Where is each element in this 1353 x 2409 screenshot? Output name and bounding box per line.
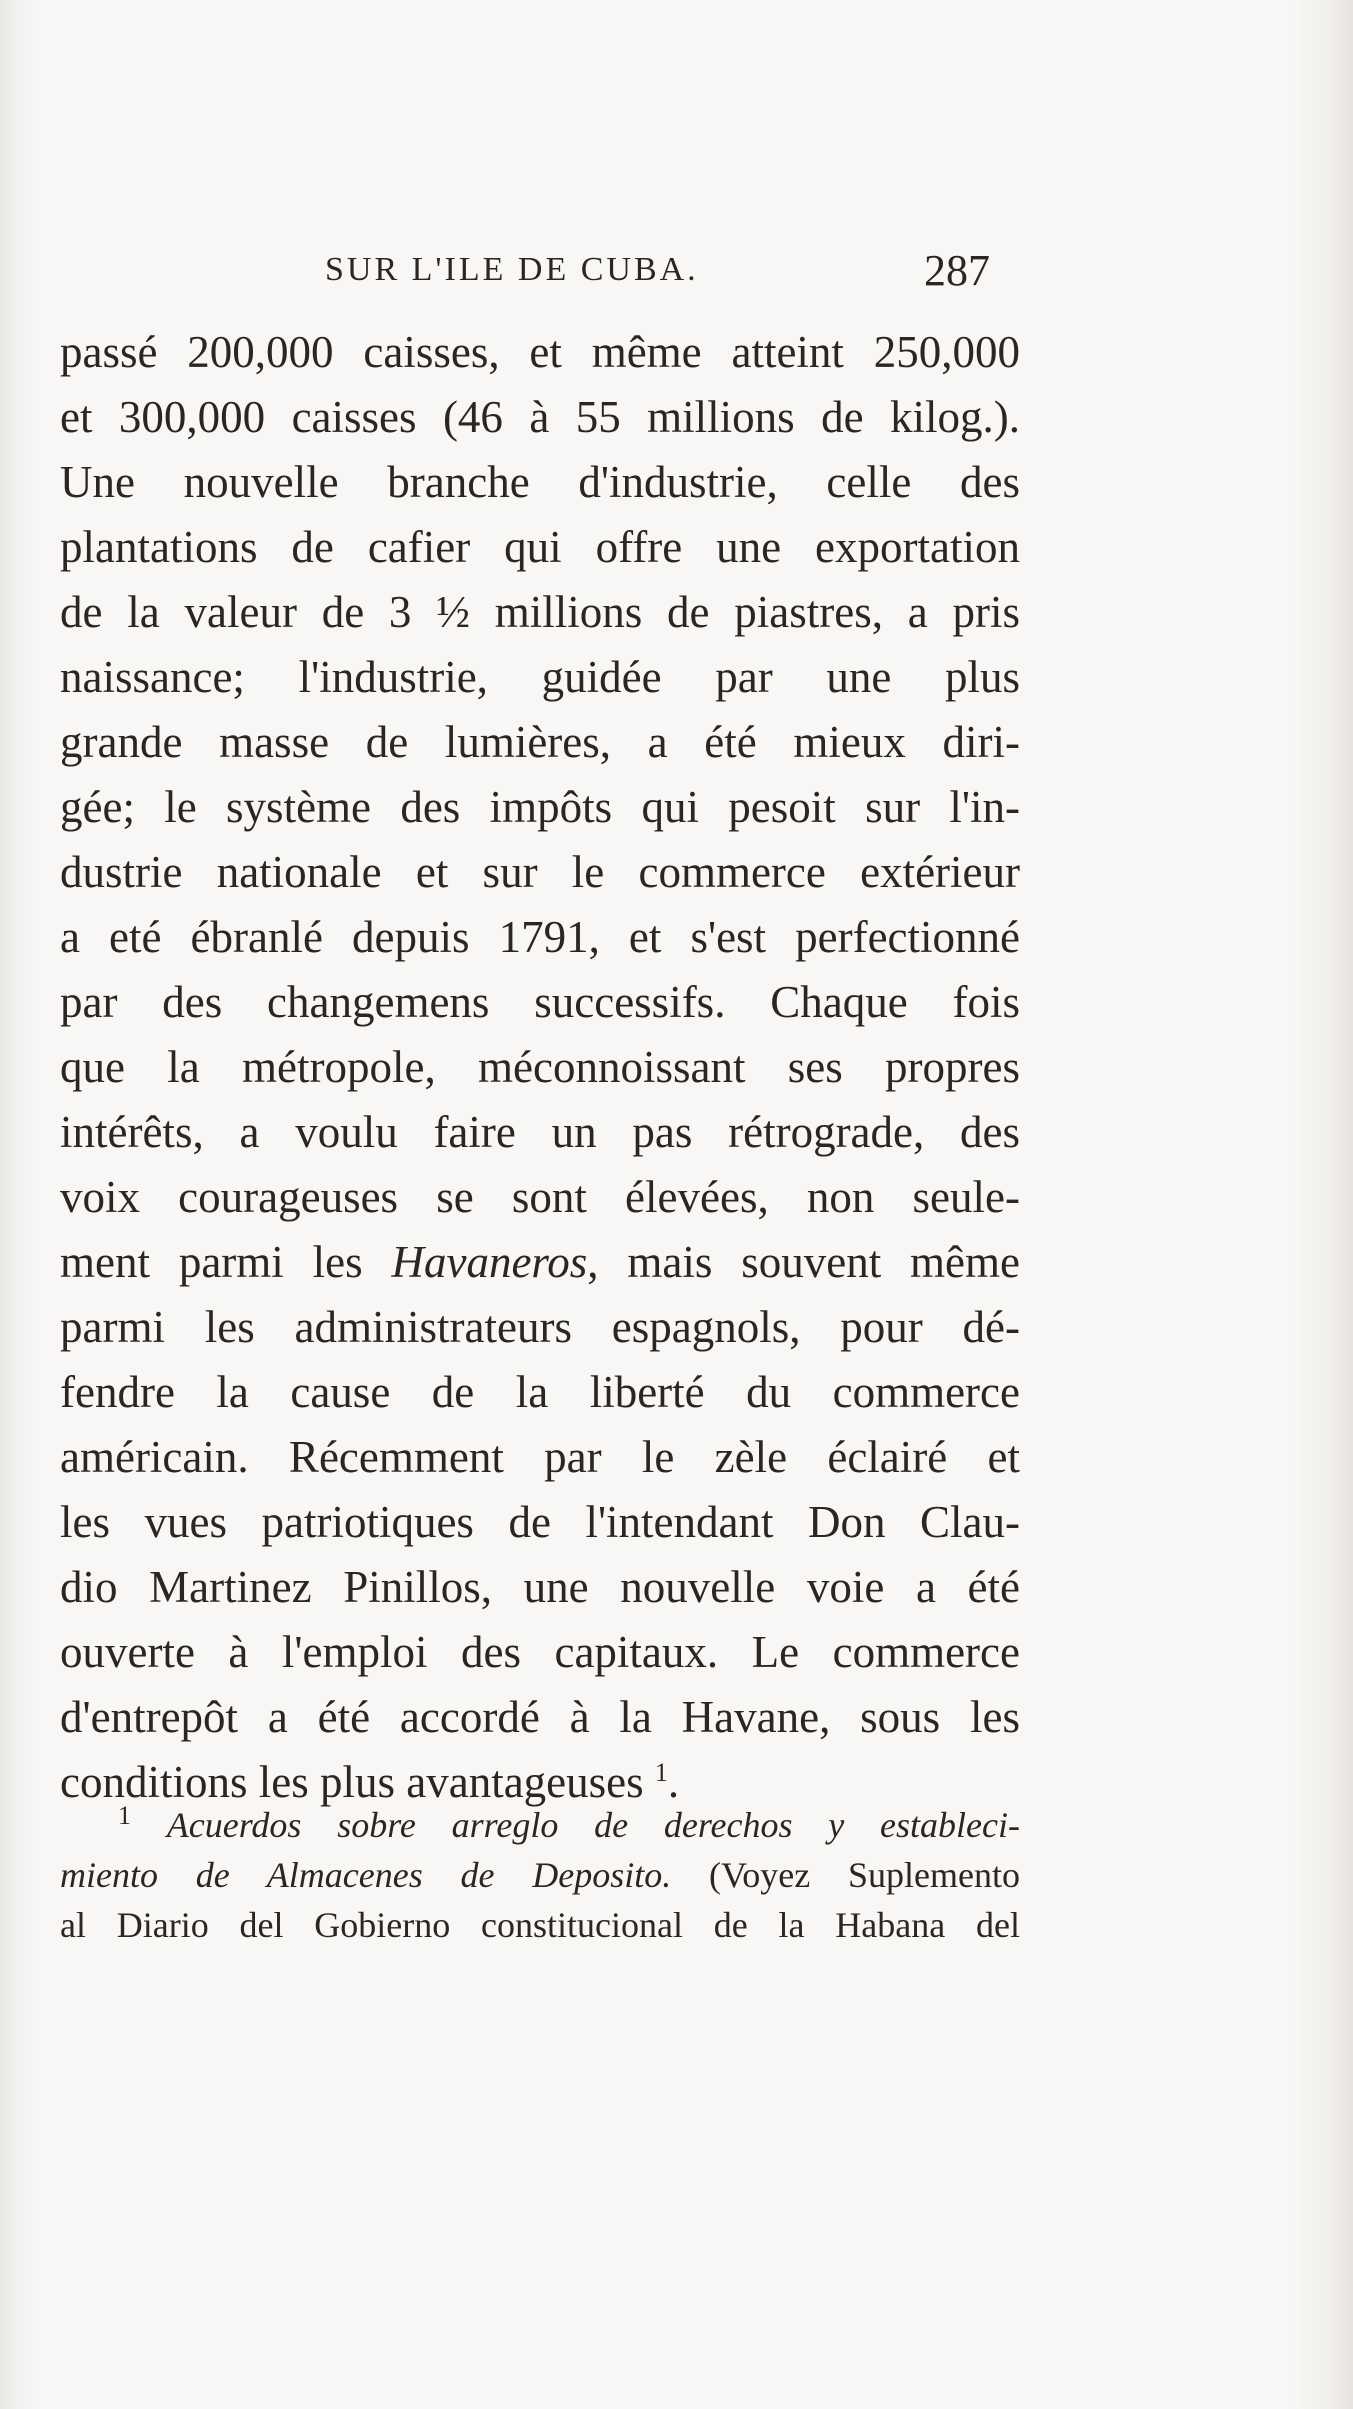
text-line: naissance; l'industrie, guidée par une plus [60,652,1020,702]
page-number: 287 [924,246,990,295]
footnote-text: (Voyez Suplemento [671,1855,1020,1895]
text-line: plantations de cafier qui offre une exportation [60,522,1020,572]
period: . [667,1757,680,1807]
text-line: intérêts, a voulu faire un pas rétrograde, des [60,1107,1020,1157]
footnote-marker: 1 [118,1801,131,1830]
text-line: gée; le système des impôts qui pesoit sur l'in- [60,782,1020,832]
footnote-reference: 1 [654,1758,668,1787]
text-line: parmi les administrateurs espagnols, pour dé- [60,1302,1020,1352]
text-line: grande masse de lumières, a été mieux diri- [60,717,1020,767]
text-line: d'entrepôt a été accordé à la Havane, sous les [60,1692,1020,1742]
footnote-line: al Diario del Gobierno constitucional de la Habana del [60,1905,1020,1945]
footnote-italic-text: miento de Almacenes de Deposito. [60,1855,672,1895]
text-line: voix courageuses se sont élevées, non seule- [60,1172,1020,1222]
footnote-line [60,1800,1020,1850]
page-header [60,245,990,305]
running-title: SUR L'ILE DE CUBA. [325,251,699,288]
body-text [60,320,1020,1815]
footnote [60,1800,1020,1950]
text-line: ouverte à l'emploi des capitaux. Le commerce [60,1627,1020,1677]
text-segment: ment parmi les [60,1237,392,1287]
text-line: de la valeur de 3 ½ millions de piastres, a pris [60,587,1020,637]
footnote-italic-text: Acuerdos sobre arreglo de derechos y estableci- [166,1805,1020,1845]
text-line: et 300,000 caisses (46 à 55 millions de kilog.). [60,392,1020,442]
text-line: passé 200,000 caisses, et même atteint 250,000 [60,327,1020,377]
text-line: les vues patriotiques de l'intendant Don Clau- [60,1497,1020,1547]
footnote-line [60,1850,1020,1900]
text-line: fendre la cause de la liberté du commerce [60,1367,1020,1417]
text-segment: conditions les plus avantageuses [60,1757,655,1807]
text-segment: , mais souvent même [587,1237,1020,1287]
text-line: a eté ébranlé depuis 1791, et s'est perfectionné [60,912,1020,962]
text-line: Une nouvelle branche d'industrie, celle des [60,457,1020,507]
text-line: que la métropole, méconnoissant ses propres [60,1042,1020,1092]
text-line: dio Martinez Pinillos, une nouvelle voie a été [60,1562,1020,1612]
text-line-havaneros [60,1230,1020,1295]
text-line: dustrie nationale et sur le commerce extérieur [60,847,1020,897]
italic-term: Havaneros [391,1237,588,1287]
text-line: par des changemens successifs. Chaque fois [60,977,1020,1027]
text-line: américain. Récemment par le zèle éclairé et [60,1432,1020,1482]
